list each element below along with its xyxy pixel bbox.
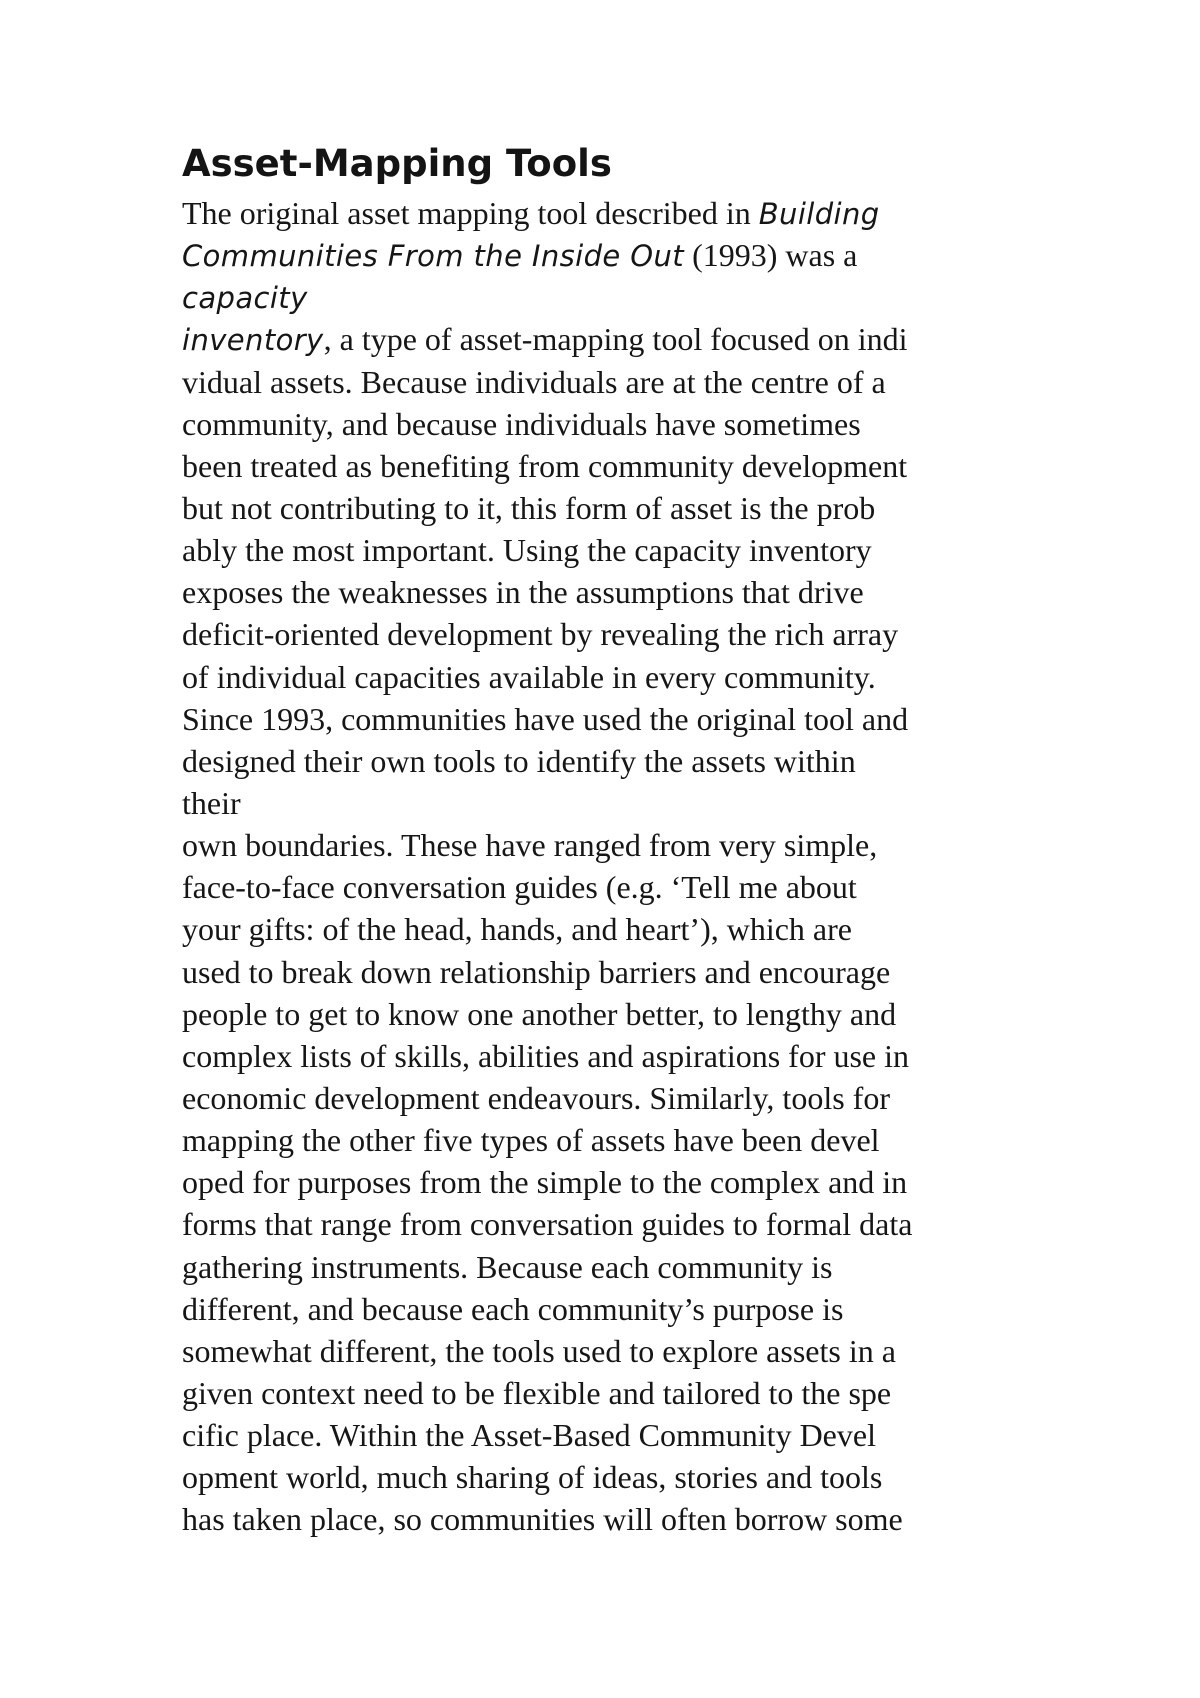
text-segment: has taken place, so communities will often borrow some — [182, 1501, 903, 1538]
text-line — [182, 1372, 1082, 1414]
text-line — [182, 529, 1082, 571]
text-line — [182, 740, 1082, 782]
text-segment: community, and because individuals have sometimes — [182, 405, 861, 442]
text-segment: own boundaries. These have ranged from very simple, — [182, 827, 878, 864]
text-segment: your gifts: of the head, hands, and heart’), which are — [182, 911, 852, 948]
text-segment: been treated as benefiting from community development — [182, 447, 908, 484]
text-line — [182, 1161, 1082, 1203]
text-line — [182, 1498, 1082, 1540]
text-line — [182, 1077, 1082, 1119]
text-line — [182, 403, 1082, 445]
text-line — [182, 782, 1082, 824]
text-segment: used to break down relationship barriers and encourage — [182, 953, 891, 990]
text-segment: forms that range from conversation guides to formal data — [182, 1206, 913, 1243]
text-segment: complex lists of skills, abilities and aspirations for use in — [182, 1037, 910, 1074]
text-segment: different, and because each community’s purpose is — [182, 1290, 844, 1327]
text-segment: The original asset mapping tool described in — [182, 195, 759, 231]
text-segment: mapping the other five types of assets have been devel — [182, 1122, 880, 1159]
text-segment: designed their own tools to identify the assets within — [182, 742, 856, 779]
emphasized-text: inventory — [182, 323, 324, 358]
text-segment: Since 1993, communities have used the original tool and — [182, 700, 909, 737]
text-line — [182, 698, 1082, 740]
text-segment: gathering instruments. Because each community is — [182, 1248, 833, 1285]
text-line — [182, 234, 1082, 276]
text-segment: oped for purposes from the simple to the complex and in — [182, 1164, 908, 1201]
text-segment: ably the most important. Using the capacity inventory — [182, 532, 872, 569]
text-segment: people to get to know one another better, to lengthy and — [182, 995, 897, 1032]
text-line — [182, 1035, 1082, 1077]
text-segment: deficit-oriented development by revealing the rich array — [182, 616, 899, 653]
text-segment: their — [182, 784, 241, 821]
text-line — [182, 613, 1082, 655]
text-line — [182, 1288, 1082, 1330]
text-line — [182, 656, 1082, 698]
text-line — [182, 1330, 1082, 1372]
text-line — [182, 908, 1082, 950]
text-line — [182, 571, 1082, 613]
text-segment: opment world, much sharing of ideas, stories and tools — [182, 1459, 883, 1496]
text-line — [182, 866, 1082, 908]
text-segment: somewhat different, the tools used to explore assets in a — [182, 1332, 896, 1369]
text-line — [182, 1119, 1082, 1161]
text-segment: cific place. Within the Asset-Based Community Devel — [182, 1417, 876, 1454]
text-line — [182, 192, 1082, 234]
text-line — [182, 951, 1082, 993]
text-line — [182, 1456, 1082, 1498]
text-line — [182, 1203, 1082, 1245]
body-text — [182, 192, 1082, 1541]
section-heading: Asset-Mapping Tools — [182, 142, 612, 185]
text-line — [182, 1414, 1082, 1456]
text-segment: face-to-face conversation guides (e.g. ‘Tell me about — [182, 869, 857, 906]
text-segment: vidual assets. Because individuals are at the centre of a — [182, 363, 886, 400]
text-segment: of individual capacities available in every community. — [182, 658, 876, 695]
text-segment: exposes the weaknesses in the assumptions that drive — [182, 574, 864, 611]
text-line — [182, 276, 1082, 318]
text-line — [182, 361, 1082, 403]
text-segment: economic development endeavours. Similarly, tools for — [182, 1079, 890, 1116]
text-line — [182, 445, 1082, 487]
text-line — [182, 318, 1082, 360]
text-line — [182, 1246, 1082, 1288]
text-line — [182, 993, 1082, 1035]
text-segment: (1993) was a — [684, 237, 858, 274]
text-line — [182, 487, 1082, 529]
emphasized-text: Building — [758, 197, 880, 231]
text-segment: given context need to be flexible and tailored to the spe — [182, 1374, 892, 1411]
emphasized-text: capacity — [182, 281, 308, 316]
text-segment: but not contributing to it, this form of asset is the prob — [182, 489, 876, 526]
text-segment: , a type of asset-mapping tool focused on indi — [323, 321, 908, 358]
text-line — [182, 824, 1082, 866]
emphasized-text: Communities From the Inside Out — [182, 239, 685, 274]
